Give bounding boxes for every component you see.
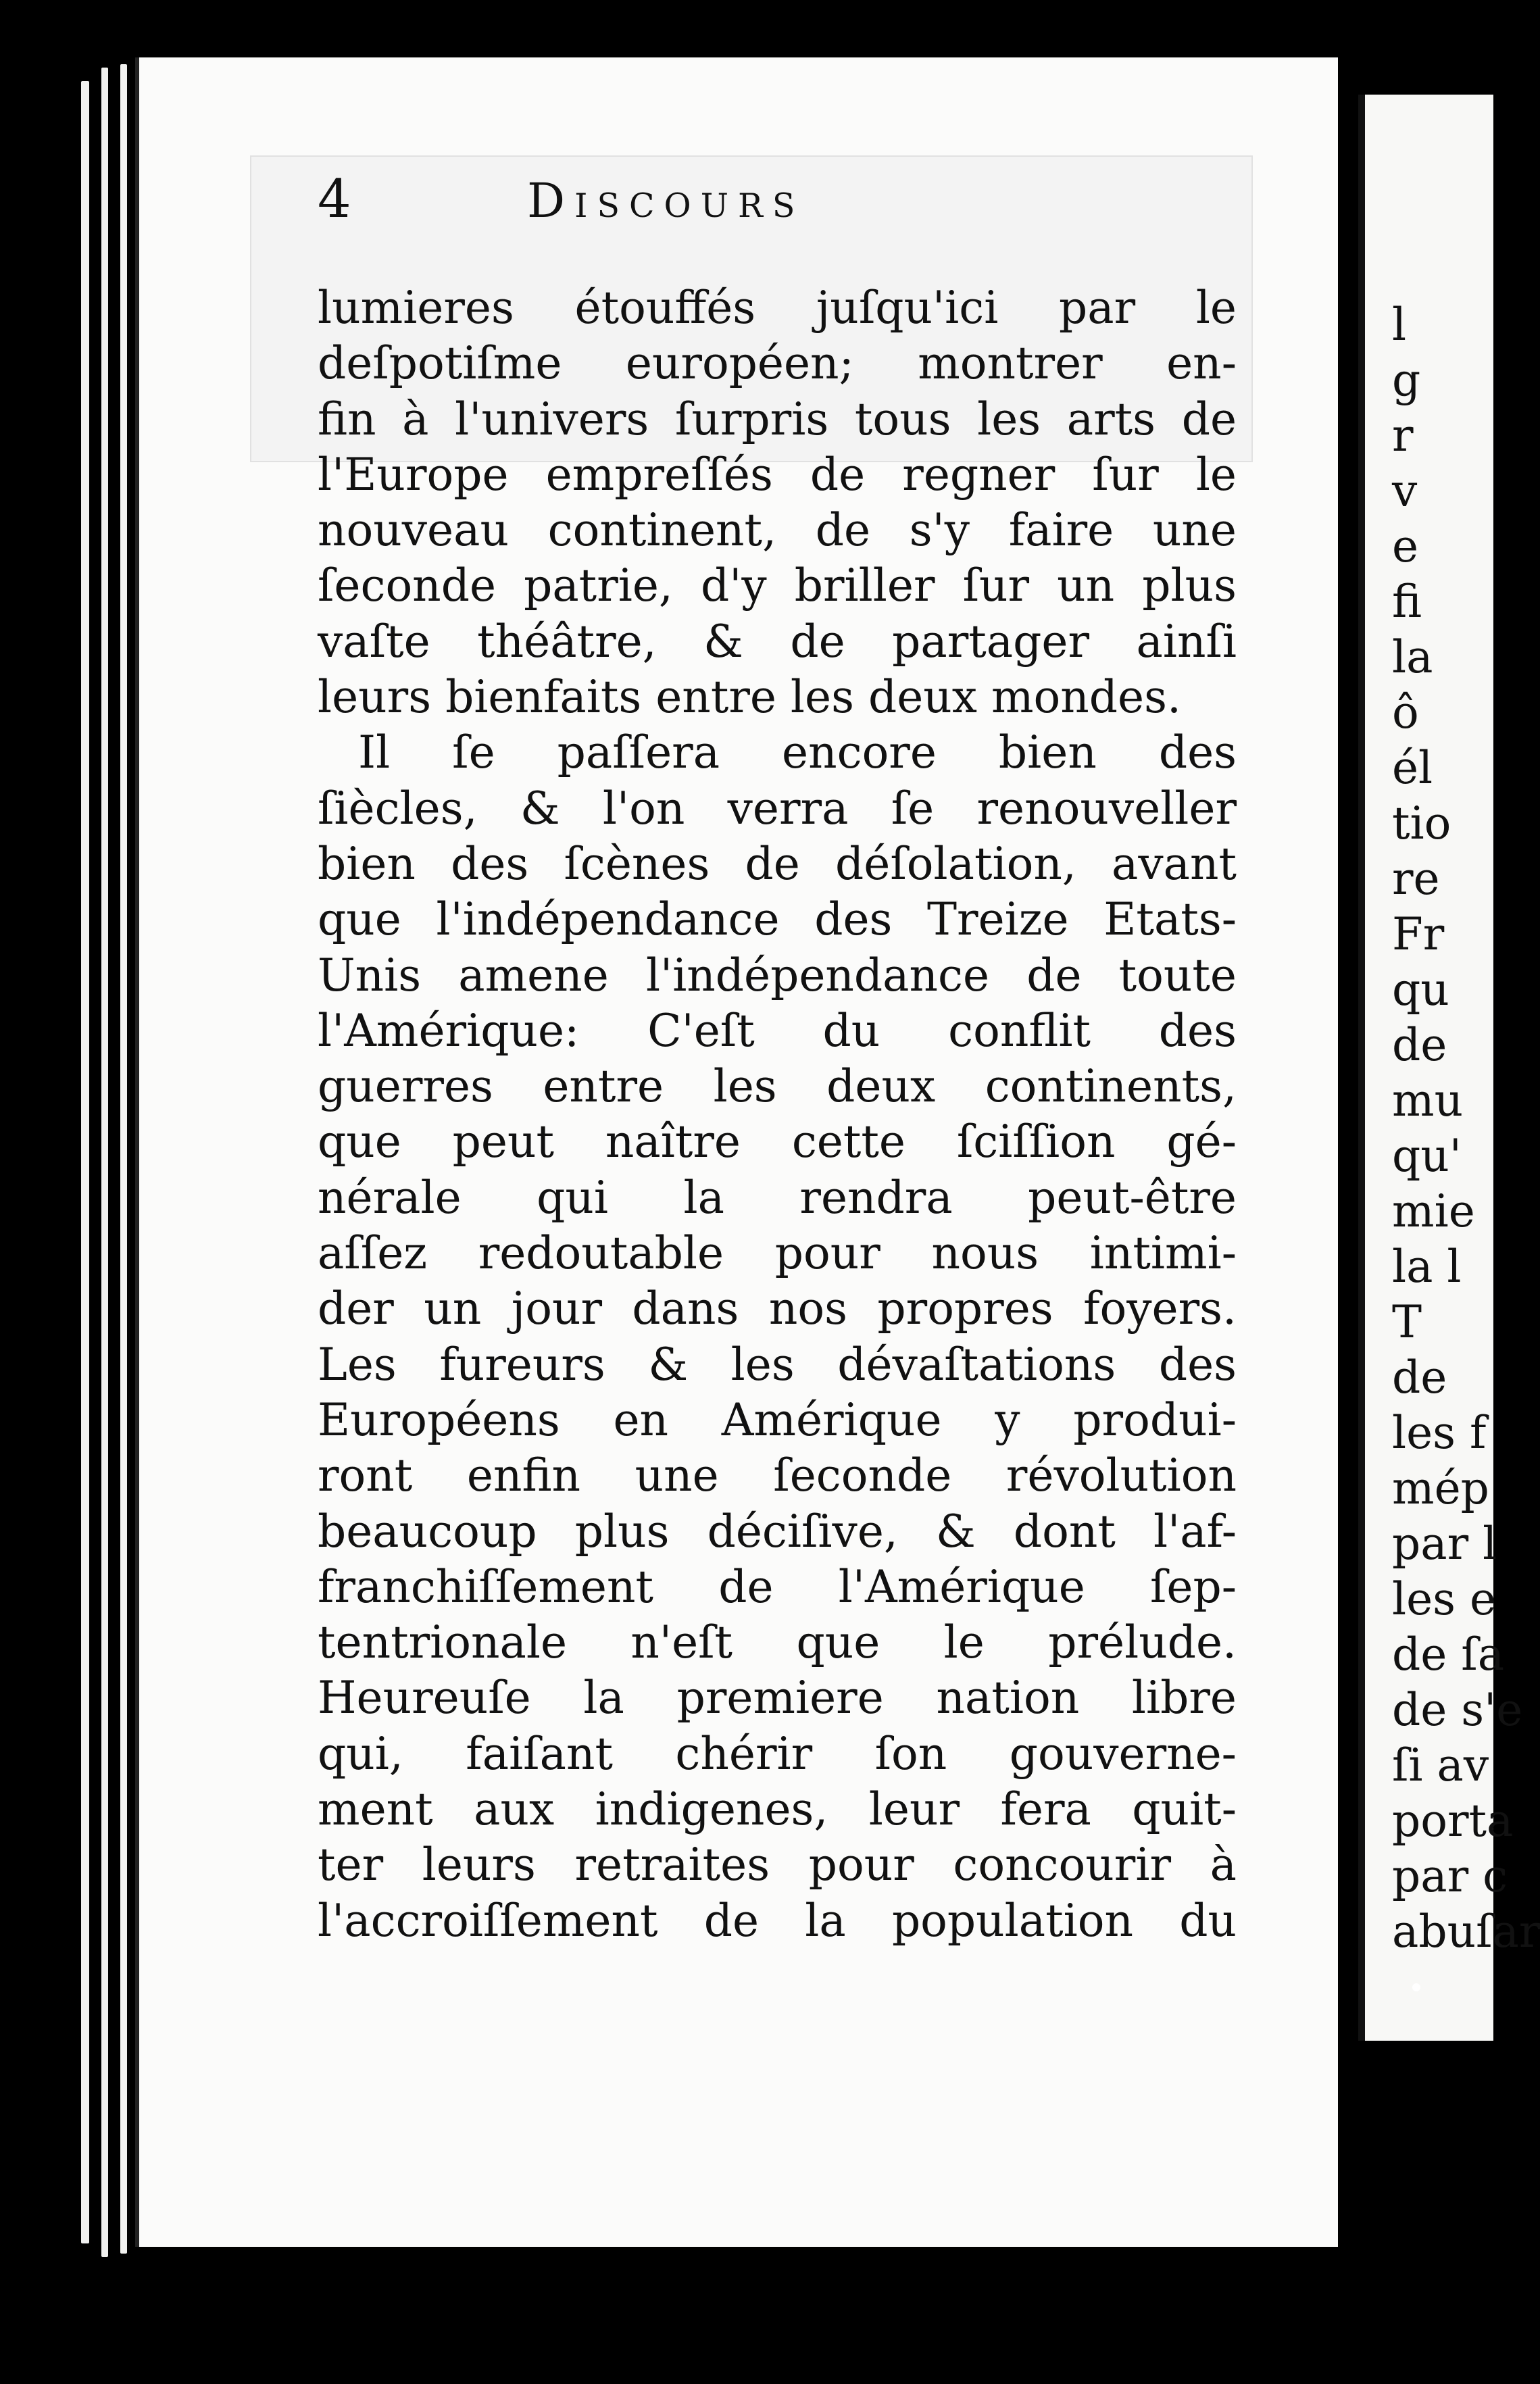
text-line: Européens en Amérique y produi- <box>318 1393 1237 1446</box>
facing-text-line: mép <box>1392 1462 1489 1514</box>
page-number: 4 <box>318 169 351 230</box>
facing-text-line: e <box>1392 520 1419 572</box>
text-line: ment aux indigenes, leur fera quit- <box>318 1783 1237 1836</box>
facing-text-line: qu <box>1392 964 1449 1016</box>
text-line: fin à l'univers ſurpris tous les arts de <box>318 393 1237 445</box>
facing-text-line: re <box>1392 853 1440 905</box>
facing-text-line: par c <box>1392 1850 1508 1902</box>
page-edge <box>101 68 108 2257</box>
text-line: que peut naître cette ſciſſion gé- <box>318 1116 1237 1168</box>
text-line: ſiècles, & l'on verra ſe renouveller <box>318 782 1237 835</box>
facing-text-line: ſi av <box>1392 1739 1489 1791</box>
facing-text-line: par l <box>1392 1518 1497 1570</box>
facing-text-line: la <box>1392 631 1433 683</box>
facing-text-line: g <box>1392 354 1421 406</box>
facing-text-line: mu <box>1392 1074 1464 1126</box>
text-line: Heureuſe la premiere nation libre <box>318 1672 1237 1724</box>
page-edge <box>120 64 127 2254</box>
text-line: nouveau continent, de s'y faire une <box>318 504 1237 557</box>
text-line: ter leurs retraites pour concourir à <box>318 1839 1237 1891</box>
facing-text-line: r <box>1392 409 1414 462</box>
facing-text-line: porta <box>1392 1795 1514 1847</box>
text-line: tentrionale n'eſt que le prélude. <box>318 1616 1237 1669</box>
facing-text-line: qu' <box>1392 1130 1462 1182</box>
text-line: vaſte théâtre, & de partager ainſi <box>318 615 1237 668</box>
facing-text-line: él <box>1392 742 1433 794</box>
text-line: beaucoup plus déciſive, & dont l'af- <box>318 1505 1237 1558</box>
text-line: ſeconde patrie, d'y briller ſur un plus <box>318 560 1237 612</box>
text-line: leurs bienfaits entre les deux mondes. <box>318 671 1181 724</box>
text-line: Les fureurs & les dévaſtations des <box>318 1338 1237 1391</box>
text-line: franchiſſement de l'Amérique ſep- <box>318 1560 1237 1613</box>
text-line: qui, faiſant chérir ſon gouverne- <box>318 1727 1237 1780</box>
text-line: guerres entre les deux continents, <box>318 1060 1237 1113</box>
facing-text-line: de <box>1392 1351 1447 1404</box>
facing-text-line: tio <box>1392 797 1451 849</box>
text-line: l'Europe empreſſés de regner ſur le <box>318 448 1237 501</box>
text-line: aſſez redoutable pour nous intimi- <box>318 1227 1237 1280</box>
facing-text-line: T <box>1392 1296 1422 1348</box>
text-line: nérale qui la rendra peut-être <box>318 1171 1237 1224</box>
page-edge <box>81 81 89 2243</box>
facing-text-line: les e <box>1392 1573 1497 1625</box>
facing-page-text <box>1392 297 1540 1960</box>
facing-text-line: ô <box>1392 687 1419 739</box>
facing-text-line: les f <box>1392 1407 1487 1459</box>
text-line: que l'indépendance des Treize Etats- <box>318 893 1237 946</box>
facing-text-line: fi <box>1392 576 1422 628</box>
text-line: Il ſe paſſera encore bien des <box>358 726 1237 779</box>
facing-text-line: l <box>1392 299 1407 351</box>
facing-text-line: la l <box>1392 1241 1462 1293</box>
text-line: ront enfin une ſeconde révolution <box>318 1449 1237 1502</box>
text-line: Unis amene l'indépendance de toute <box>318 949 1237 1001</box>
text-line: deſpotiſme européen; montrer en- <box>318 337 1237 390</box>
facing-text-line: de ſa <box>1392 1629 1505 1681</box>
text-line: lumieres étouffés juſqu'ici par le <box>318 282 1237 334</box>
facing-text-line: mie <box>1392 1185 1475 1237</box>
running-title: Discours <box>527 173 805 228</box>
text-line: l'Amérique: C'eſt du conflit des <box>318 1004 1237 1057</box>
text-line: bien des ſcènes de déſolation, avant <box>318 837 1237 890</box>
facing-text-line: v <box>1392 465 1418 517</box>
page-header <box>318 169 1243 243</box>
body-text <box>318 280 1237 1949</box>
speck <box>1412 1983 1420 1991</box>
text-line: l'accroiſſement de la population du <box>318 1894 1237 1947</box>
facing-text-line: Fr <box>1392 908 1445 960</box>
text-line: der un jour dans nos propres foyers. <box>318 1283 1237 1335</box>
facing-text-line: de s'e <box>1392 1684 1523 1736</box>
facing-page-fragment <box>1358 95 1540 2041</box>
facing-text-line: abuſar <box>1392 1906 1540 1958</box>
facing-text-line: de <box>1392 1019 1447 1071</box>
